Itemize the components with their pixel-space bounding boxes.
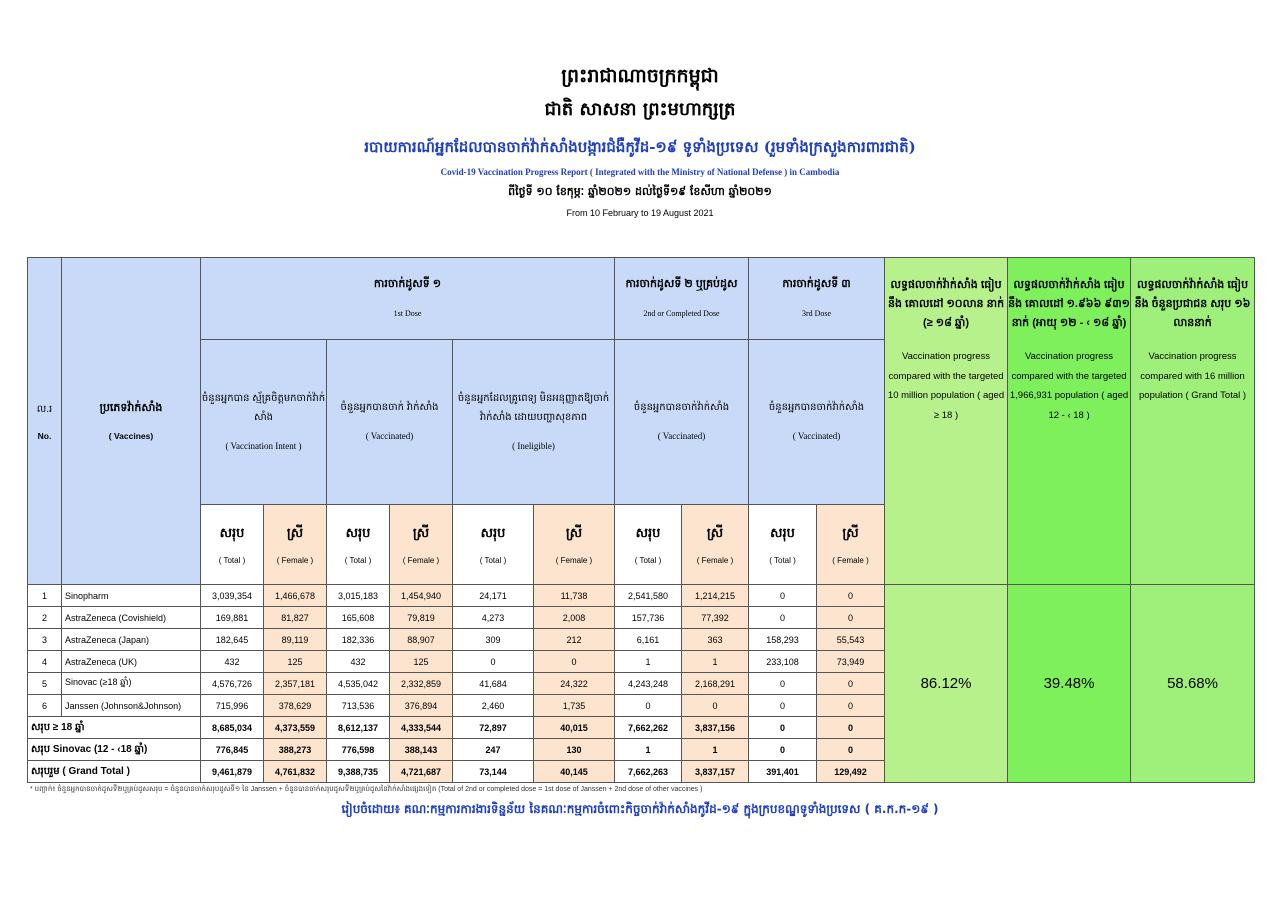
total-cell: 6,161 <box>615 629 682 651</box>
female-cell: 2,168,291 <box>682 673 749 695</box>
female-cell: 24,322 <box>534 673 615 695</box>
row-number: 1 <box>28 585 62 607</box>
progress-overall-value: 58.68% <box>1131 585 1255 783</box>
vaccine-name: AstraZeneca (Japan) <box>62 629 201 651</box>
female-cell: 0 <box>534 651 615 673</box>
total-cell: 0 <box>749 585 817 607</box>
female-column-header: ស្រី ( Female ) <box>264 505 327 585</box>
vaccine-name: Sinopharm <box>62 585 201 607</box>
total-cell: 3,039,354 <box>201 585 264 607</box>
female-cell: 378,629 <box>264 695 327 717</box>
vaccine-name: Sinovac (≥18 ឆ្នាំ) <box>62 673 201 695</box>
female-cell: 1,735 <box>534 695 615 717</box>
row-number: 4 <box>28 651 62 673</box>
vaccine-name: AstraZeneca (Covishield) <box>62 607 201 629</box>
total-cell: 776,598 <box>327 739 390 761</box>
total-cell: 182,336 <box>327 629 390 651</box>
progress-adult-header: លទ្ធផលចាក់វ៉ាក់សាំង ធៀបនឹង គោលដៅ ១០លាន នាក់ (≥ ១៨ ឆ្នាំ) Vaccination progress compared with the targeted 10 million population ( aged ≥ 18 ) <box>885 258 1008 585</box>
total-cell: 0 <box>749 739 817 761</box>
vaccinated1-header: ចំនួនអ្នកបានចាក់ វ៉ាក់សាំង ( Vaccinated) <box>327 340 453 505</box>
total-cell: 247 <box>453 739 534 761</box>
vaccination-table <box>27 257 1255 783</box>
female-cell: 81,827 <box>264 607 327 629</box>
total-cell: 4,243,248 <box>615 673 682 695</box>
female-cell: 212 <box>534 629 615 651</box>
total-cell: 0 <box>749 717 817 739</box>
female-cell: 0 <box>817 739 885 761</box>
female-cell: 125 <box>264 651 327 673</box>
progress-youth-value: 39.48% <box>1008 585 1131 783</box>
period-km: ពីថ្ងៃទី ១០ ខែកុម្ភៈ ឆ្នាំ២០២១ ដល់ថ្ងៃទី១៩ ខែសីហា ឆ្នាំ២០២១ <box>508 185 772 198</box>
total-cell: 165,608 <box>327 607 390 629</box>
total-cell: 0 <box>749 695 817 717</box>
total-cell: 24,171 <box>453 585 534 607</box>
female-cell: 376,894 <box>390 695 453 717</box>
total-cell: 7,662,263 <box>615 761 682 783</box>
dose2-header: ការចាក់ដូសទី ២ ឬគ្រប់ដូស 2nd or Completed Dose <box>615 258 749 340</box>
female-cell: 40,145 <box>534 761 615 783</box>
total-column-header: សរុប ( Total ) <box>615 505 682 585</box>
total-column-header: សរុប ( Total ) <box>749 505 817 585</box>
progress-overall-header: លទ្ធផលចាក់វ៉ាក់សាំង ធៀបនឹង ចំនួនប្រជាជន សរុប ១៦ លាននាក់ Vaccination progress compared with 16 million population ( Grand Total ) <box>1131 258 1255 585</box>
total-cell: 713,536 <box>327 695 390 717</box>
female-cell: 0 <box>817 695 885 717</box>
vaccine-header: ប្រភេទវ៉ាក់សាំង ( Vaccines) <box>62 258 201 585</box>
total-cell: 3,015,183 <box>327 585 390 607</box>
female-cell: 55,543 <box>817 629 885 651</box>
female-cell: 1,454,940 <box>390 585 453 607</box>
intent-header: ចំនួនអ្នកបាន ស្ម័គ្រចិត្តមកចាក់វ៉ាក់សាំង ( Vaccination Intent ) <box>201 340 327 505</box>
total-cell: 0 <box>615 695 682 717</box>
total-cell: 715,996 <box>201 695 264 717</box>
total-cell: 391,401 <box>749 761 817 783</box>
total-cell: 182,645 <box>201 629 264 651</box>
female-cell: 1 <box>682 739 749 761</box>
vaccinated3-header: ចំនួនអ្នកបានចាក់វ៉ាក់សាំង ( Vaccinated) <box>749 340 885 505</box>
prepared-by: រៀបចំដោយ៖ គណៈកម្មការការងារទិន្នន័យ នៃគណៈកម្មការចំពោះកិច្ចចាក់វ៉ាក់សាំងកូវីដ-១៩ ក្នុងក្របខណ្ឌទូទាំងប្រទេស ( គ.ក.ក-១៩ ) <box>341 802 939 816</box>
footnote: * បញ្ជាក់៖ ចំនួនអ្នកបានចាក់ដូសទី២ឬគ្រប់ដូសសរុប = ចំនួនបានចាក់សរុបដូសទី១ នៃ Janssen + ចំនួនបានចាក់សរុបដូសទី២ឬគ្រប់ដូសនៃវ៉ាក់សាំងផ្សេងទៀត (Total of 2nd or completed dose = 1st dose of Janssen + 2nd dose of other vaccines ) <box>30 786 703 793</box>
motto: ជាតិ សាសនា ព្រះមហាក្សត្រ <box>544 99 736 120</box>
total-cell: 4,576,726 <box>201 673 264 695</box>
period-en: From 10 February to 19 August 2021 <box>566 208 714 218</box>
female-column-header: ស្រី ( Female ) <box>534 505 615 585</box>
female-cell: 388,273 <box>264 739 327 761</box>
total-cell: 4,273 <box>453 607 534 629</box>
female-column-header: ស្រី ( Female ) <box>817 505 885 585</box>
total-cell: 157,736 <box>615 607 682 629</box>
female-cell: 4,333,544 <box>390 717 453 739</box>
row-number: 6 <box>28 695 62 717</box>
total-cell: 309 <box>453 629 534 651</box>
female-cell: 40,015 <box>534 717 615 739</box>
female-cell: 2,008 <box>534 607 615 629</box>
female-cell: 0 <box>817 673 885 695</box>
total-cell: 9,388,735 <box>327 761 390 783</box>
total-column-header: សរុប ( Total ) <box>201 505 264 585</box>
total-cell: 9,461,879 <box>201 761 264 783</box>
total-cell: 0 <box>749 673 817 695</box>
total-cell: 0 <box>749 607 817 629</box>
vaccine-name: AstraZeneca (UK) <box>62 651 201 673</box>
total-column-header: សរុប ( Total ) <box>327 505 390 585</box>
total-cell: 169,881 <box>201 607 264 629</box>
dose3-header: ការចាក់ដូសទី ៣ 3rd Dose <box>749 258 885 340</box>
female-cell: 77,392 <box>682 607 749 629</box>
female-cell: 130 <box>534 739 615 761</box>
progress-youth-header: លទ្ធផលចាក់វ៉ាក់សាំង ធៀបនឹង គោលដៅ ១.៩៦៦ ៩៣១ នាក់ (អាយុ ១២ - ‹ ១៨ ឆ្នាំ) Vaccination progress compared with the targeted 1,966,931 population ( aged 12 - ‹ 18 ) <box>1008 258 1131 585</box>
vaccinated2-header: ចំនួនអ្នកបានចាក់វ៉ាក់សាំង ( Vaccinated) <box>615 340 749 505</box>
female-cell: 3,837,157 <box>682 761 749 783</box>
total-cell: 233,108 <box>749 651 817 673</box>
female-cell: 88,907 <box>390 629 453 651</box>
female-cell: 0 <box>817 585 885 607</box>
total-cell: 72,897 <box>453 717 534 739</box>
female-cell: 0 <box>682 695 749 717</box>
female-cell: 0 <box>817 607 885 629</box>
row-number: 3 <box>28 629 62 651</box>
total-cell: 8,612,137 <box>327 717 390 739</box>
report-title-km: របាយការណ៍អ្នកដែលបានចាក់វ៉ាក់សាំងបង្ការជំងឺកូវីដ-១៩ ទូទាំងប្រទេស (រួមទាំងក្រសួងការពារជាតិ) <box>364 138 916 156</box>
female-cell: 79,819 <box>390 607 453 629</box>
total-column-header: សរុប ( Total ) <box>453 505 534 585</box>
female-cell: 388,143 <box>390 739 453 761</box>
total-cell: 158,293 <box>749 629 817 651</box>
total-label: សរុប ≥ 18 ឆ្នាំ <box>28 717 201 739</box>
female-cell: 73,949 <box>817 651 885 673</box>
kingdom-title: ព្រះរាជាណាចក្រកម្ពុជា <box>561 65 719 87</box>
female-column-header: ស្រី ( Female ) <box>390 505 453 585</box>
female-cell: 4,761,832 <box>264 761 327 783</box>
total-label: សរុបរួម ( Grand Total ) <box>28 761 201 783</box>
female-cell: 129,492 <box>817 761 885 783</box>
total-cell: 73,144 <box>453 761 534 783</box>
total-label: សរុប Sinovac (12 - ‹18 ឆ្នាំ) <box>28 739 201 761</box>
total-cell: 1 <box>615 739 682 761</box>
total-cell: 776,845 <box>201 739 264 761</box>
row-number: 2 <box>28 607 62 629</box>
female-cell: 11,738 <box>534 585 615 607</box>
total-cell: 1 <box>615 651 682 673</box>
female-cell: 1 <box>682 651 749 673</box>
ineligible-header: ចំនួនអ្នកដែលគ្រូពេទ្យ មិនអនុញ្ញាតឱ្យចាក់វ៉ាក់សាំង ដោយបញ្ហាសុខភាព ( Ineligible) <box>453 340 615 505</box>
female-cell: 4,373,559 <box>264 717 327 739</box>
total-cell: 8,685,034 <box>201 717 264 739</box>
total-cell: 2,541,580 <box>615 585 682 607</box>
vaccine-name: Janssen (Johnson&Johnson) <box>62 695 201 717</box>
total-cell: 41,684 <box>453 673 534 695</box>
total-cell: 0 <box>453 651 534 673</box>
female-cell: 363 <box>682 629 749 651</box>
female-cell: 0 <box>817 717 885 739</box>
female-cell: 3,837,156 <box>682 717 749 739</box>
female-cell: 4,721,687 <box>390 761 453 783</box>
total-cell: 432 <box>327 651 390 673</box>
dose1-header: ការចាក់ដូសទី ១ 1st Dose <box>201 258 615 340</box>
table-row <box>28 585 1255 607</box>
female-cell: 2,357,181 <box>264 673 327 695</box>
total-cell: 432 <box>201 651 264 673</box>
female-cell: 125 <box>390 651 453 673</box>
total-cell: 2,460 <box>453 695 534 717</box>
total-cell: 7,662,262 <box>615 717 682 739</box>
female-cell: 1,214,215 <box>682 585 749 607</box>
female-cell: 2,332,859 <box>390 673 453 695</box>
no-header: ល.រ No. <box>28 258 62 585</box>
female-column-header: ស្រី ( Female ) <box>682 505 749 585</box>
row-number: 5 <box>28 673 62 695</box>
female-cell: 89,119 <box>264 629 327 651</box>
report-title-en: Covid-19 Vaccination Progress Report ( Integrated with the Ministry of National Defense ) in Cambodia <box>440 167 840 177</box>
progress-adult-value: 86.12% <box>885 585 1008 783</box>
female-cell: 1,466,678 <box>264 585 327 607</box>
total-cell: 4,535,042 <box>327 673 390 695</box>
